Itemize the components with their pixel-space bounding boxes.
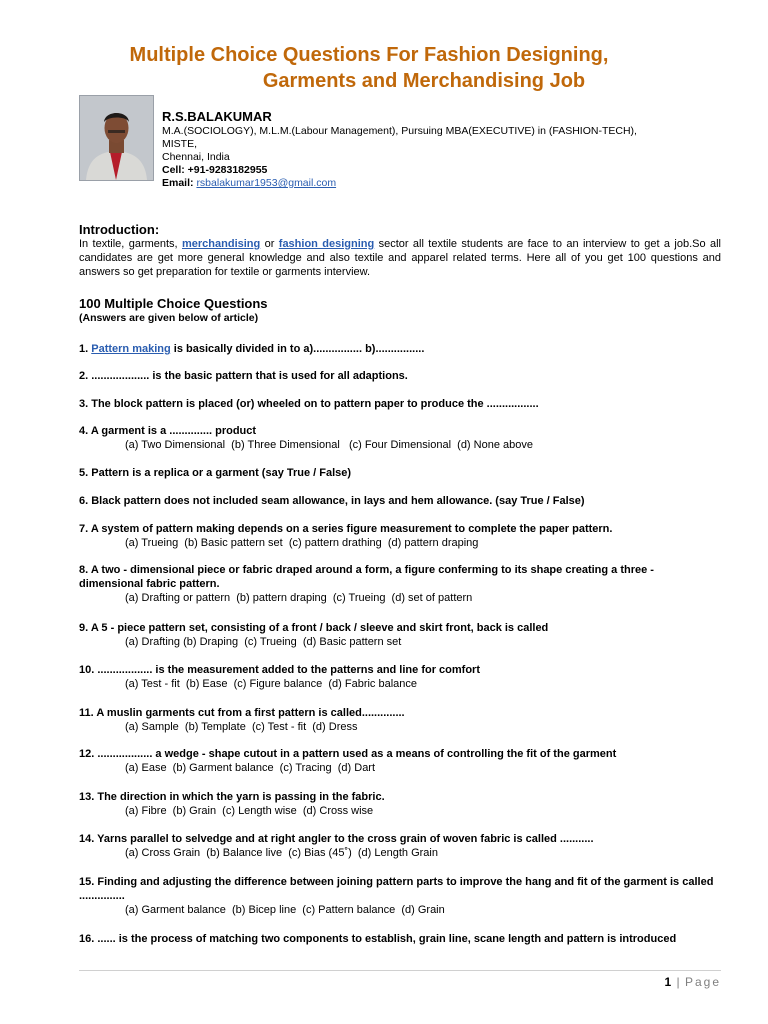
question-body: A muslin garments cut from a first pattern is called.............. [96, 707, 405, 719]
question-text [79, 706, 721, 720]
question-item [79, 397, 721, 411]
question-number: 3. [79, 398, 92, 410]
answer-options: (a) Fibre (b) Grain (c) Length wise (d) Cross wise [125, 805, 374, 817]
question-text [79, 342, 721, 356]
introduction-heading: Introduction: [79, 222, 160, 237]
question-item [79, 563, 721, 605]
question-body: Pattern is a replica or a garment (say True / False) [91, 467, 352, 479]
question-number: 10. [79, 664, 98, 676]
mcq-note: (Answers are given below of article) [79, 312, 259, 324]
fashion-designing-link[interactable]: fashion designing [278, 238, 375, 250]
merchandising-link[interactable]: merchandising [182, 238, 261, 250]
question-body: A two - dimensional piece or fabric draped around a form, a figure conferming to its shape creating a three - dimensional fabric pattern. [79, 564, 654, 590]
question-item [79, 747, 721, 775]
intro-text-end: sector all textile students are face to an interview to get a job.So all candidates are get more general knowledge and also textile and apparel related terms. Here all of you get 100 questions and answers so get preparation for textile or garments interview. [79, 238, 721, 278]
answer-options: (a) Drafting (b) Draping (c) Trueing (d) Basic pattern set [125, 636, 402, 648]
question-number: 7. [79, 523, 91, 535]
question-text [79, 563, 721, 591]
question-item [79, 932, 721, 946]
question-body: Black pattern does not included seam allowance, in lays and hem allowance. (say True / False) [91, 495, 585, 507]
question-item [79, 663, 721, 691]
question-item [79, 522, 721, 550]
question-number: 13. [79, 791, 98, 803]
answer-options: (a) Test - fit (b) Ease (c) Figure balance (d) Fabric balance [125, 678, 418, 690]
question-body: ................... is the basic pattern that is used for all adaptions. [91, 370, 408, 382]
question-text [79, 932, 721, 946]
footer-divider [79, 970, 721, 971]
question-number: 4. [79, 425, 91, 437]
question-body: The block pattern is placed (or) wheeled on to pattern paper to produce the ................. [91, 398, 539, 410]
question-text [79, 369, 721, 383]
question-body: .................. a wedge - shape cutout in a pattern used as a means of controlling the fit of the garment [97, 748, 617, 760]
question-number: 15. [79, 876, 98, 888]
intro-text-mid: or [260, 238, 279, 250]
question-text [79, 397, 721, 411]
email-label: Email: [162, 177, 194, 189]
question-number: 11. [79, 707, 97, 719]
question-item [79, 706, 721, 734]
question-item [79, 369, 721, 383]
answer-options: (a) Ease (b) Garment balance (c) Tracing (d) Dart [125, 762, 376, 774]
question-body: A 5 - piece pattern set, consisting of a front / back / sleeve and skirt front, back is called [90, 622, 549, 634]
pattern-making-link[interactable]: Pattern making [91, 343, 171, 355]
question-number: 12. [79, 748, 98, 760]
question-number: 1. [79, 343, 92, 355]
question-text [79, 875, 721, 903]
question-number: 16. [79, 933, 98, 945]
question-item [79, 424, 721, 452]
question-text [79, 424, 721, 438]
answer-options: (a) Two Dimensional (b) Three Dimensional (c) Four Dimensional (d) None above [125, 439, 533, 451]
question-body: A system of pattern making depends on a series figure measurement to complete the paper pattern. [90, 523, 613, 535]
author-block [162, 110, 637, 190]
mcq-heading: 100 Multiple Choice Questions [79, 296, 268, 311]
question-number: 14. [79, 833, 98, 845]
question-body: .................. is the measurement added to the patterns and line for comfort [97, 664, 480, 676]
question-number: 8. [79, 564, 91, 576]
question-item [79, 466, 721, 480]
question-text [79, 747, 721, 761]
answer-options: (a) Garment balance (b) Bicep line (c) Pattern balance (d) Grain [125, 904, 445, 916]
question-text [79, 663, 721, 677]
author-name: R.S.BALAKUMAR [162, 109, 272, 124]
question-number: 5. [79, 467, 92, 479]
question-number: 2. [79, 370, 92, 382]
question-item [79, 342, 721, 356]
introduction-section [79, 223, 721, 279]
question-item [79, 832, 721, 860]
answer-options: (a) Sample (b) Template (c) Test - fit (d) Dress [125, 721, 358, 733]
question-text [79, 494, 721, 508]
intro-text-start: In textile, garments, [79, 238, 182, 250]
question-item [79, 494, 721, 508]
page-number: 1 [664, 975, 672, 989]
question-number: 6. [79, 495, 92, 507]
question-text [79, 790, 721, 804]
document-title [0, 42, 768, 94]
question-text [79, 621, 721, 635]
question-item [79, 875, 721, 917]
answer-options: (a) Trueing (b) Basic pattern set (c) pattern drathing (d) pattern draping [125, 537, 479, 549]
question-item [79, 621, 721, 649]
page-label: Page [684, 975, 721, 989]
question-item [79, 790, 721, 818]
question-text [79, 466, 721, 480]
title-line-1: Multiple Choice Questions For Fashion Designing, [129, 44, 609, 66]
question-body: is basically divided in to a)................ b)................ [170, 343, 425, 355]
question-body: Finding and adjusting the difference between joining pattern parts to improve the hang and fit of the garment is called ............... [79, 876, 714, 902]
author-photo [79, 95, 154, 181]
email-link[interactable]: rsbalakumar1953@gmail.com [196, 177, 337, 189]
question-text [79, 522, 721, 536]
author-location: Chennai, India [162, 151, 230, 163]
mcq-section-header [79, 297, 721, 325]
author-cell: Cell: +91-9283182955 [162, 164, 268, 176]
answer-options: (a) Cross Grain (b) Balance live (c) Bias (45˚) (d) Length Grain [125, 847, 438, 859]
answer-options: (a) Drafting or pattern (b) pattern draping (c) Trueing (d) set of pattern [125, 592, 473, 604]
author-portrait-image [80, 96, 153, 180]
footer-separator: | [676, 975, 680, 989]
question-body: Yarns parallel to selvedge and at right angler to the cross grain of woven fabric is called ........... [97, 833, 594, 845]
introduction-paragraph [79, 237, 721, 279]
question-body: The direction in which the yarn is passing in the fabric. [97, 791, 385, 803]
question-body: A garment is a .............. product [90, 425, 257, 437]
author-qualifications: M.A.(SOCIOLOGY), M.L.M.(Labour Management), Pursuing MBA(EXECUTIVE) in (FASHION-TECH), [162, 125, 637, 137]
question-text [79, 832, 721, 846]
question-body: ...... is the process of matching two components to establish, grain line, scane length and pattern is introduced [97, 933, 677, 945]
page-footer [664, 975, 721, 989]
question-number: 9. [79, 622, 91, 634]
title-line-2: Garments and Merchandising Job [262, 70, 586, 92]
author-membership: MISTE, [162, 138, 198, 150]
